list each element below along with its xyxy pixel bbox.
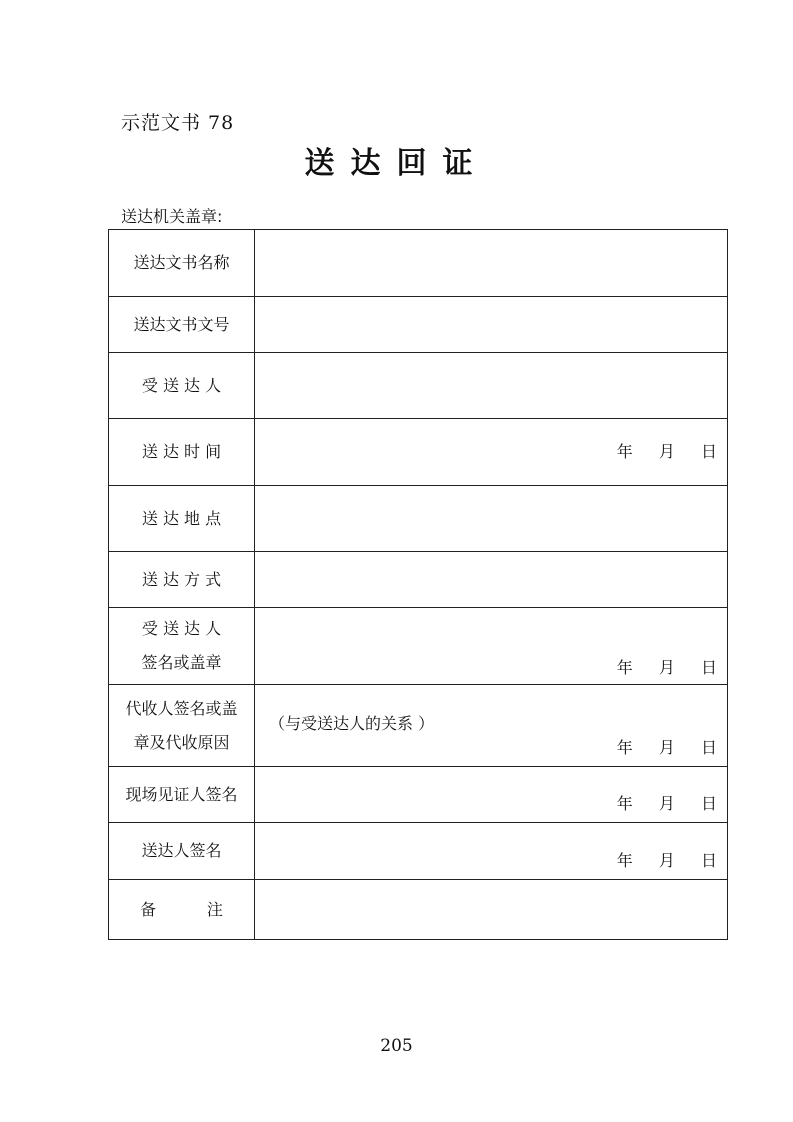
doc-name-label: 送达文书名称	[109, 230, 255, 297]
recipient-signature-field[interactable]	[255, 608, 728, 685]
month-label: 月	[658, 658, 675, 677]
service-method-field[interactable]	[255, 552, 728, 608]
remarks-field[interactable]	[255, 880, 728, 940]
row-service-method	[109, 552, 728, 608]
day-label: 日	[700, 442, 717, 461]
server-signature-field[interactable]	[255, 823, 728, 880]
month-label: 月	[658, 794, 675, 813]
remarks-label: 备 注	[109, 880, 255, 940]
row-server-signature	[109, 823, 728, 880]
month-label: 月	[658, 738, 675, 757]
service-time-field[interactable]	[255, 419, 728, 486]
proxy-signature-label-line2: 章及代收原因	[133, 732, 230, 752]
document-serial: 示范文书 78	[121, 112, 235, 134]
month-label: 月	[658, 442, 675, 461]
service-method-label: 送 达 方 式	[109, 552, 255, 608]
row-remarks	[109, 880, 728, 940]
witness-signature-label: 现场见证人签名	[109, 767, 255, 823]
service-place-label: 送 达 地 点	[109, 486, 255, 552]
server-signature-label: 送达人签名	[109, 823, 255, 880]
proxy-signature-date	[617, 735, 717, 758]
witness-signature-date	[617, 791, 717, 814]
doc-number-field[interactable]	[255, 297, 728, 353]
day-label: 日	[700, 658, 717, 677]
recipient-signature-date	[617, 655, 717, 678]
row-service-time	[109, 419, 728, 486]
year-label: 年	[616, 851, 633, 870]
day-label: 日	[700, 851, 717, 870]
row-recipient-signature	[109, 608, 728, 685]
year-label: 年	[616, 442, 633, 461]
recipient-label: 受 送 达 人	[109, 353, 255, 419]
year-label: 年	[616, 738, 633, 757]
row-doc-number	[109, 297, 728, 353]
page-number: 205	[380, 1036, 413, 1056]
row-doc-name	[109, 230, 728, 297]
service-time-label: 送 达 时 间	[109, 419, 255, 486]
year-label: 年	[616, 658, 633, 677]
witness-signature-field[interactable]	[255, 767, 728, 823]
service-place-field[interactable]	[255, 486, 728, 552]
row-service-place	[109, 486, 728, 552]
service-time-date	[617, 439, 717, 462]
recipient-signature-label-line2: 签名或盖章	[141, 653, 222, 672]
server-signature-date	[617, 848, 717, 871]
proxy-signature-label-line1: 代收人签名或盖	[125, 698, 238, 718]
row-witness-signature	[109, 767, 728, 823]
proxy-signature-label	[109, 685, 255, 767]
document-title: 送达回证	[304, 146, 489, 181]
service-receipt-table	[108, 229, 728, 940]
recipient-field[interactable]	[255, 353, 728, 419]
row-recipient	[109, 353, 728, 419]
recipient-signature-label-line1: 受 送 达 人	[141, 619, 222, 638]
seal-label: 送达机关盖章:	[121, 207, 223, 226]
doc-name-field[interactable]	[255, 230, 728, 297]
day-label: 日	[700, 738, 717, 757]
row-proxy-signature	[109, 685, 728, 767]
month-label: 月	[658, 851, 675, 870]
doc-number-label: 送达文书文号	[109, 297, 255, 353]
recipient-signature-label	[109, 608, 255, 685]
day-label: 日	[700, 794, 717, 813]
year-label: 年	[616, 794, 633, 813]
proxy-signature-field[interactable]	[255, 685, 728, 767]
relation-note: （与受送达人的关系 ）	[269, 714, 435, 733]
